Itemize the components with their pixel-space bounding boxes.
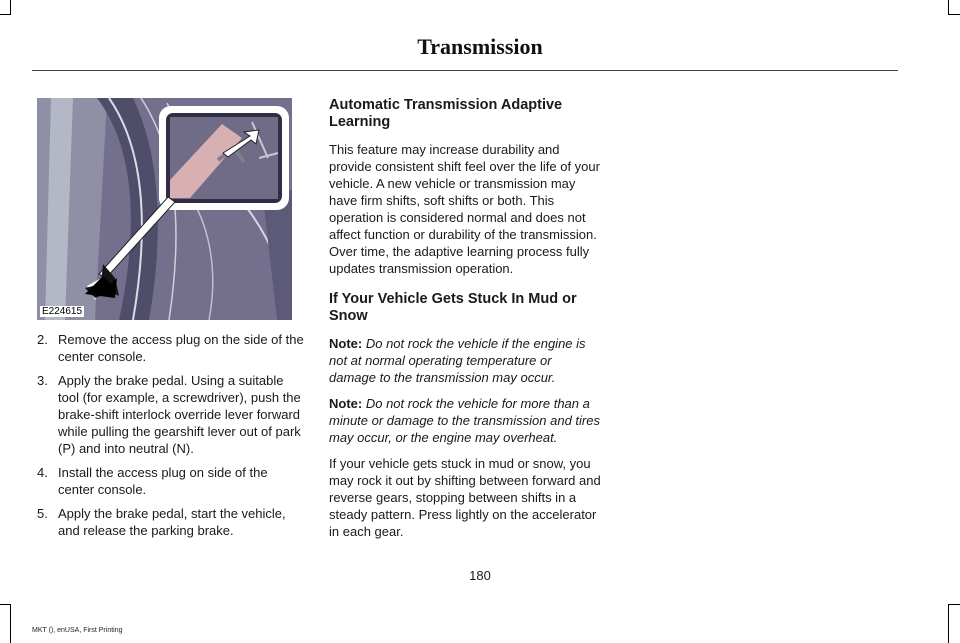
- footer-edition: MKT (), enUSA, First Printing: [32, 627, 123, 634]
- page-title: Transmission: [417, 34, 543, 59]
- left-column: [37, 331, 305, 546]
- step-text: Remove the access plug on the side of the center console.: [58, 332, 304, 364]
- list-item: [37, 331, 305, 365]
- list-item: [37, 372, 305, 457]
- step-text: Install the access plug on side of the center console.: [58, 465, 268, 497]
- step-number: 4.: [37, 465, 48, 480]
- figure-code: E224615: [42, 306, 83, 317]
- crop-mark: [948, 604, 960, 605]
- note-text: Do not rock the vehicle for more than a minute or damage to the transmission and tires may occur, or the engine may overheat.: [329, 396, 600, 445]
- crop-mark: [10, 604, 11, 643]
- crop-mark: [0, 14, 11, 15]
- crop-mark: [948, 0, 949, 15]
- crop-mark: [948, 14, 960, 15]
- list-item: [37, 464, 305, 498]
- right-column: [329, 97, 601, 549]
- note-2: [329, 395, 601, 446]
- note-1: [329, 335, 601, 386]
- header-divider: [32, 70, 898, 71]
- step-text: Apply the brake pedal, start the vehicle, and release the parking brake.: [58, 506, 286, 538]
- note-text: Do not rock the vehicle if the engine is not at normal operating temperature or damage to the transmission may occur.: [329, 336, 586, 385]
- page-number: 180: [469, 568, 491, 583]
- stuck-in-mud-paragraph: If your vehicle gets stuck in mud or snow, you may rock it out by shifting between forward and reverse gears, stopping between shifts in a steady pattern. Press lightly on the accelerator in each gear.: [329, 456, 601, 539]
- adaptive-learning-paragraph: This feature may increase durability and provide consistent shift feel over the life of your vehicle. A new vehicle or transmission may have firm shifts, soft shifts or both. This operation is considered normal and does not affect function or durability of the transmission. Over time, the adaptive learning process fully updates transmission operation.: [329, 142, 600, 276]
- adaptive-learning-heading: Automatic Transmission Adaptive Learning: [329, 97, 563, 130]
- crop-mark: [0, 604, 11, 605]
- console-illustration-drawing: [37, 98, 292, 320]
- note-label: Note:: [329, 396, 363, 411]
- step-number: 5.: [37, 506, 48, 521]
- console-illustration: [37, 98, 292, 320]
- crop-mark: [10, 0, 11, 15]
- crop-mark: [948, 604, 949, 643]
- step-number: 3.: [37, 373, 48, 388]
- list-item: [37, 505, 305, 539]
- stuck-in-mud-heading: If Your Vehicle Gets Stuck In Mud or Snow: [329, 291, 577, 324]
- note-label: Note:: [329, 336, 363, 351]
- step-number: 2.: [37, 332, 48, 347]
- step-text: Apply the brake pedal. Using a suitable tool (for example, a screwdriver), push the brake-shift interlock override lever forward while pulling the gearshift lever out of park (P) and into neutral (N).: [58, 373, 301, 456]
- procedure-steps: [37, 331, 305, 539]
